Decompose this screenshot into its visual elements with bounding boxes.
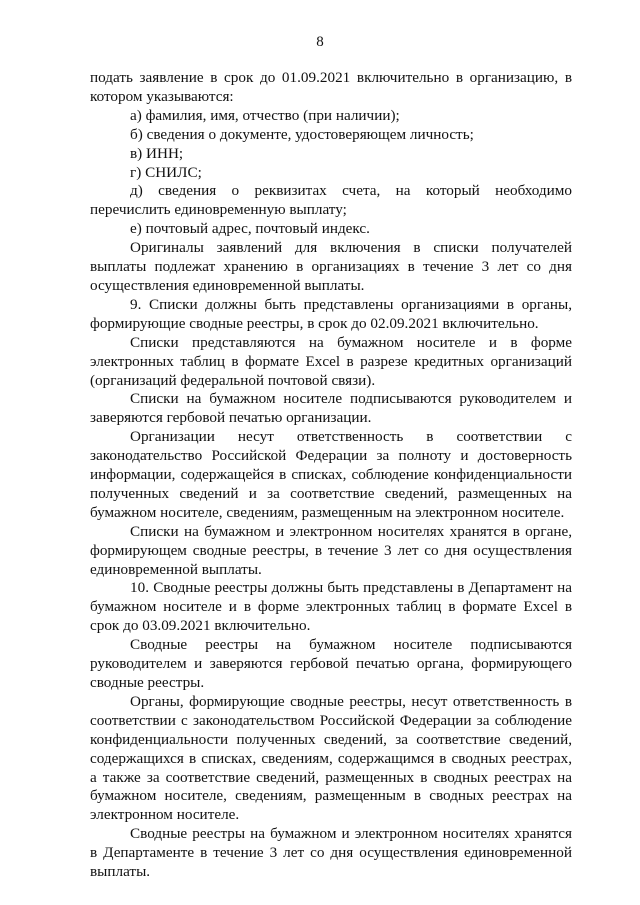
paragraph-registers-signed: Сводные реестры на бумажном носителе подписываются руководителем и заверяются гербовой печатью органа, формирующего сводные реестры. [90, 636, 572, 691]
paragraph-lists-signed: Списки на бумажном носителе подписываются руководителем и заверяются гербовой печатью организации. [90, 390, 572, 427]
paragraph-registers-storage: Сводные реестры на бумажном и электронном носителях хранятся в Департаменте в течение 3 лет со дня осуществления единовременной выплаты. [90, 825, 572, 881]
paragraph-lists-format: Списки представляются на бумажном носителе и в форме электронных таблиц в формате Excel в разрезе кредитных организаций (организаций федеральной почтовой связи). [90, 333, 572, 389]
paragraph-lists-storage: Списки на бумажном и электронном носителях хранятся в органе, формирующем сводные реестры, в течение 3 лет со дня осуществления единовременной выплаты. [90, 522, 572, 578]
paragraph-originals: Оригиналы заявлений для включения в списки получателей выплаты подлежат хранению в организациях в течение 3 лет со дня осуществления единовременной выплаты. [90, 239, 572, 294]
list-item-a: а) фамилия, имя, отчество (при наличии); [130, 106, 400, 124]
paragraph-clause-10: 10. Сводные реестры должны быть представлены в Департамент на бумажном носителе и в форме электронных таблиц в формате Excel в срок до 03.09.2021 включительно. [90, 579, 572, 635]
list-item-g: г) СНИЛС; [130, 163, 202, 181]
list-item-e: е) почтовый адрес, почтовый индекс. [130, 220, 370, 238]
page-number: 8 [316, 34, 324, 50]
list-item-b: б) сведения о документе, удостоверяющем личность; [130, 125, 474, 143]
paragraph-clause-9: 9. Списки должны быть представлены организациями в органы, формирующие сводные реестры, в срок до 02.09.2021 включительно. [90, 295, 572, 332]
paragraph-bodies-responsibility: Органы, формирующие сводные реестры, несут ответственность в соответствии с законодательством Российской Федерации за соблюдение конфиденциальности полученных сведений, за соответствие сведений, содержащихся в списках, сведениям, содержащимся в сводных реестрах, а также за соответствие сведений, размещенных в сводных реестрах на бумажном носителе, сведениям, размещенным в сводных реестрах на электронном носителе. [90, 692, 572, 824]
paragraph-intro: подать заявление в срок до 01.09.2021 включительно в организацию, в котором указываются: [90, 69, 572, 105]
list-item-v: в) ИНН; [130, 144, 184, 162]
document-body [90, 69, 572, 882]
list-item-d: д) сведения о реквизитах счета, на который необходимо перечислить единовременную выплату; [90, 182, 572, 219]
paragraph-organizations-responsibility: Организации несут ответственность в соответствии с законодательство Российской Федерации за полноту и достоверность информации, содержащейся в списках, соблюдение конфиденциальности полученных сведений и за соответствие сведений, размещенных на бумажном носителе, сведениям, размещенным на электронном носителе. [90, 428, 572, 521]
